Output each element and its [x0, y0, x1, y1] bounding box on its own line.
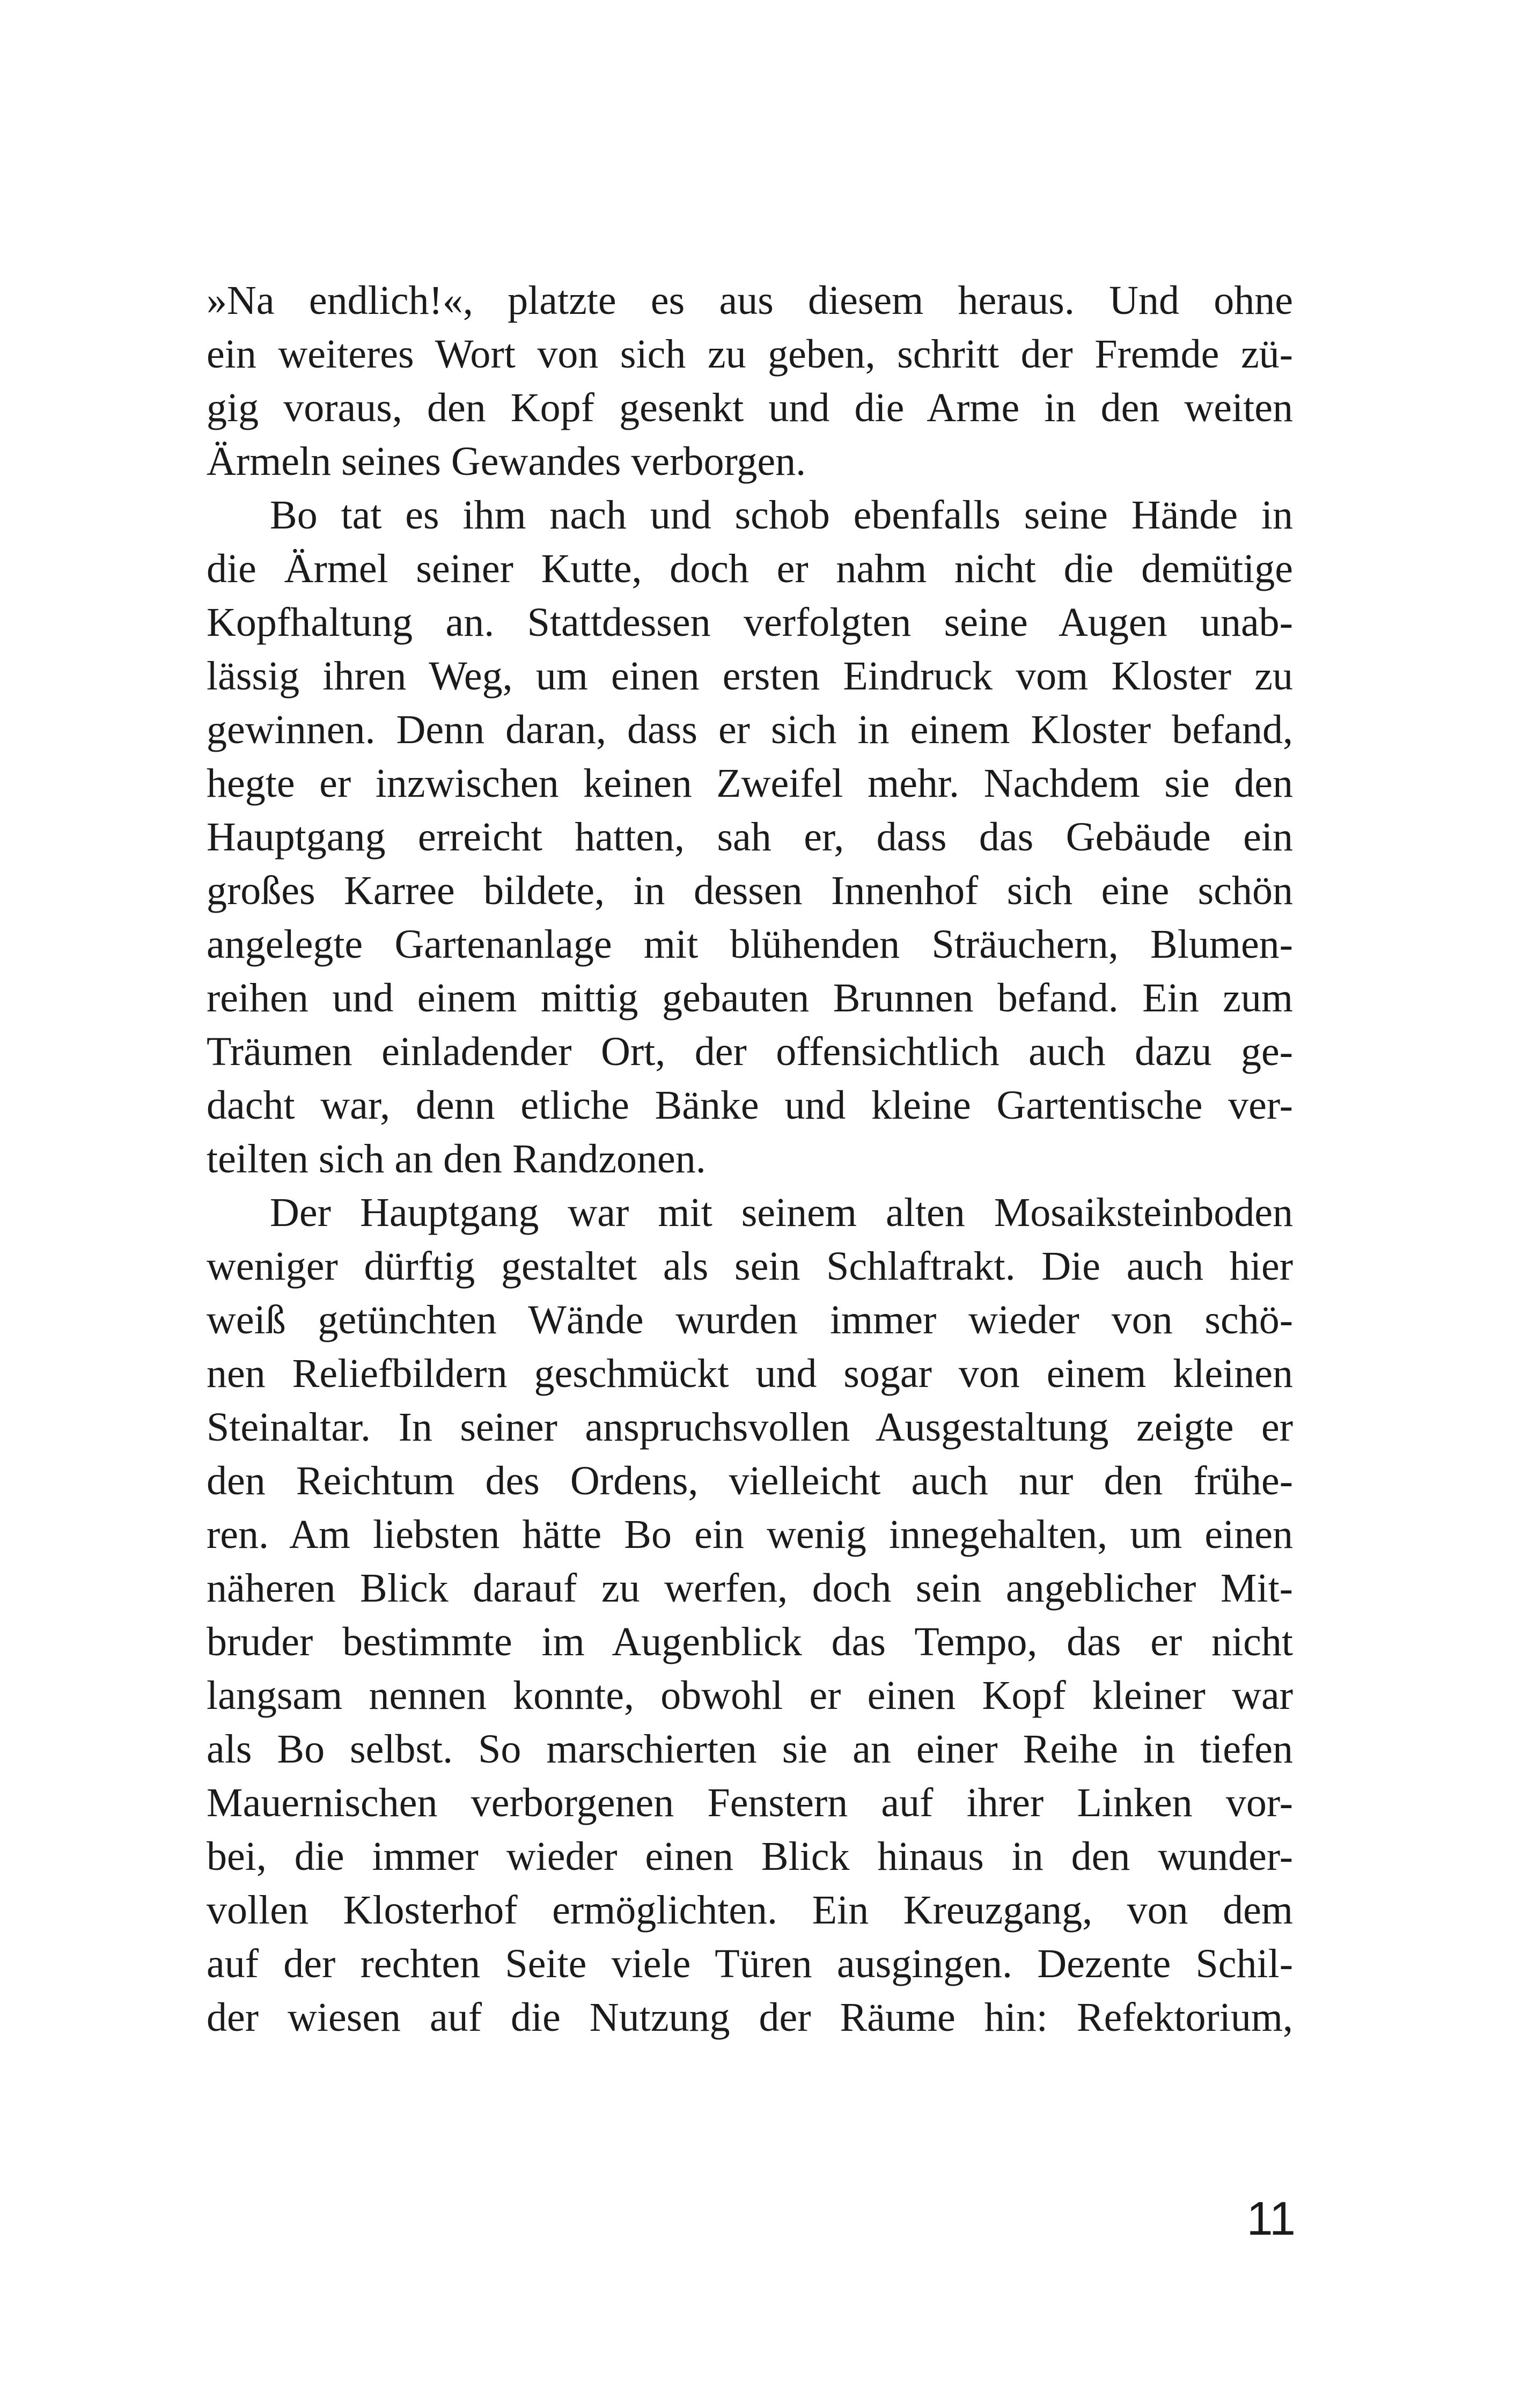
text-line: nen Reliefbildern geschmückt und sogar von einem kleinen [207, 1351, 1293, 1396]
text-line: gewinnen. Denn daran, dass er sich in einem Kloster befand, [207, 707, 1293, 752]
text-line: dacht war, denn etliche Bänke und kleine Gartentische ver- [207, 1083, 1293, 1128]
text-line: näheren Blick darauf zu werfen, doch sein angeblicher Mit- [207, 1566, 1293, 1611]
text-line: als Bo selbst. So marschierten sie an einer Reihe in tiefen [207, 1727, 1293, 1772]
text-line: bei, die immer wieder einen Blick hinaus in den wunder- [207, 1834, 1293, 1879]
text-line: die Ärmel seiner Kutte, doch er nahm nicht die demütige [207, 546, 1293, 591]
text-line: Hauptgang erreicht hatten, sah er, dass das Gebäude ein [207, 814, 1293, 860]
text-line: angelegte Gartenanlage mit blühenden Sträuchern, Blumen- [207, 922, 1293, 967]
text-line: »Na endlich!«, platzte es aus diesem heraus. Und ohne [207, 278, 1293, 323]
text-line: reihen und einem mittig gebauten Brunnen befand. Ein zum [207, 975, 1293, 1021]
text-line: Ärmeln seines Gewandes verborgen. [207, 439, 806, 484]
text-line: Steinaltar. In seiner anspruchsvollen Ausgestaltung zeigte er [207, 1405, 1293, 1450]
text-line: teilten sich an den Randzonen. [207, 1136, 706, 1181]
text-line: großes Karree bildete, in dessen Innenhof sich eine schön [207, 868, 1293, 913]
page-number: 11 [1246, 2192, 1296, 2245]
text-line: weniger dürftig gestaltet als sein Schlaftrakt. Die auch hier [207, 1244, 1293, 1289]
text-line: Der Hauptgang war mit seinem alten Mosaiksteinboden [270, 1190, 1293, 1235]
paragraph [207, 488, 1293, 1186]
body-text [207, 274, 1293, 2044]
paragraph [207, 274, 1293, 488]
text-line: ein weiteres Wort von sich zu geben, schritt der Fremde zü- [207, 332, 1293, 377]
text-line: Träumen einladender Ort, der offensichtlich auch dazu ge- [207, 1029, 1293, 1074]
text-line: Kopfhaltung an. Stattdessen verfolgten seine Augen unab- [207, 600, 1293, 645]
text-line: bruder bestimmte im Augenblick das Tempo, das er nicht [207, 1619, 1293, 1664]
text-line: Bo tat es ihm nach und schob ebenfalls seine Hände in [270, 493, 1293, 538]
text-line: lässig ihren Weg, um einen ersten Eindruck vom Kloster zu [207, 654, 1293, 699]
paragraph [207, 1186, 1293, 2044]
text-line: gig voraus, den Kopf gesenkt und die Arme in den weiten [207, 385, 1293, 430]
text-line: auf der rechten Seite viele Türen ausgingen. Dezente Schil- [207, 1941, 1293, 1986]
text-line: weiß getünchten Wände wurden immer wieder von schö- [207, 1297, 1293, 1342]
text-line: langsam nennen konnte, obwohl er einen Kopf kleiner war [207, 1673, 1293, 1718]
text-line: Mauernischen verborgenen Fenstern auf ihrer Linken vor- [207, 1780, 1293, 1825]
text-line: vollen Klosterhof ermöglichten. Ein Kreuzgang, von dem [207, 1888, 1293, 1933]
text-line: hegte er inzwischen keinen Zweifel mehr. Nachdem sie den [207, 761, 1293, 806]
text-line: den Reichtum des Ordens, vielleicht auch nur den frühe- [207, 1458, 1293, 1503]
text-line: der wiesen auf die Nutzung der Räume hin: Refektorium, [207, 1995, 1293, 2040]
text-line: ren. Am liebsten hätte Bo ein wenig innegehalten, um einen [207, 1512, 1293, 1557]
